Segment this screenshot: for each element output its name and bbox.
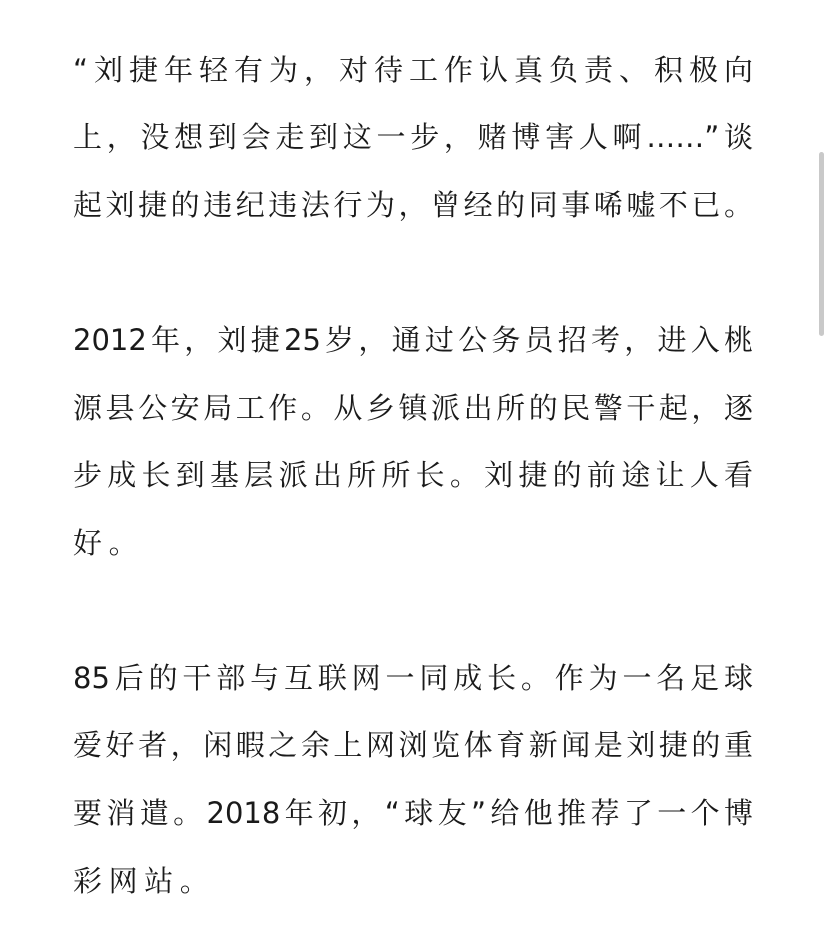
paragraph-line: 源县公安局工作。从乡镇派出所的民警干起，逐 xyxy=(73,391,753,425)
paragraph-line: 起刘捷的违纪违法行为，曾经的同事唏嘘不已。 xyxy=(73,188,753,222)
paragraph-line: 爱好者，闲暇之余上网浏览体育新闻是刘捷的重 xyxy=(73,728,753,762)
paragraph-line: 上，没想到会走到这一步，赌博害人啊……”谈 xyxy=(73,120,753,154)
paragraph-line: 85后的干部与互联网一同成长。作为一名足球 xyxy=(73,661,753,695)
paragraph-line: 好。 xyxy=(73,526,145,560)
scrollbar-thumb[interactable] xyxy=(819,152,824,336)
paragraph-line: 2012年，刘捷25岁，通过公务员招考，进入桃 xyxy=(73,323,753,357)
paragraph-line: “刘捷年轻有为，对待工作认真负责、积极向 xyxy=(73,53,753,87)
paragraph-line: 要消遣。2018年初，“球友”给他推荐了一个博 xyxy=(73,796,753,830)
paragraph-line: 步成长到基层派出所所长。刘捷的前途让人看 xyxy=(73,458,753,492)
paragraph-line: 彩网站。 xyxy=(73,864,216,898)
